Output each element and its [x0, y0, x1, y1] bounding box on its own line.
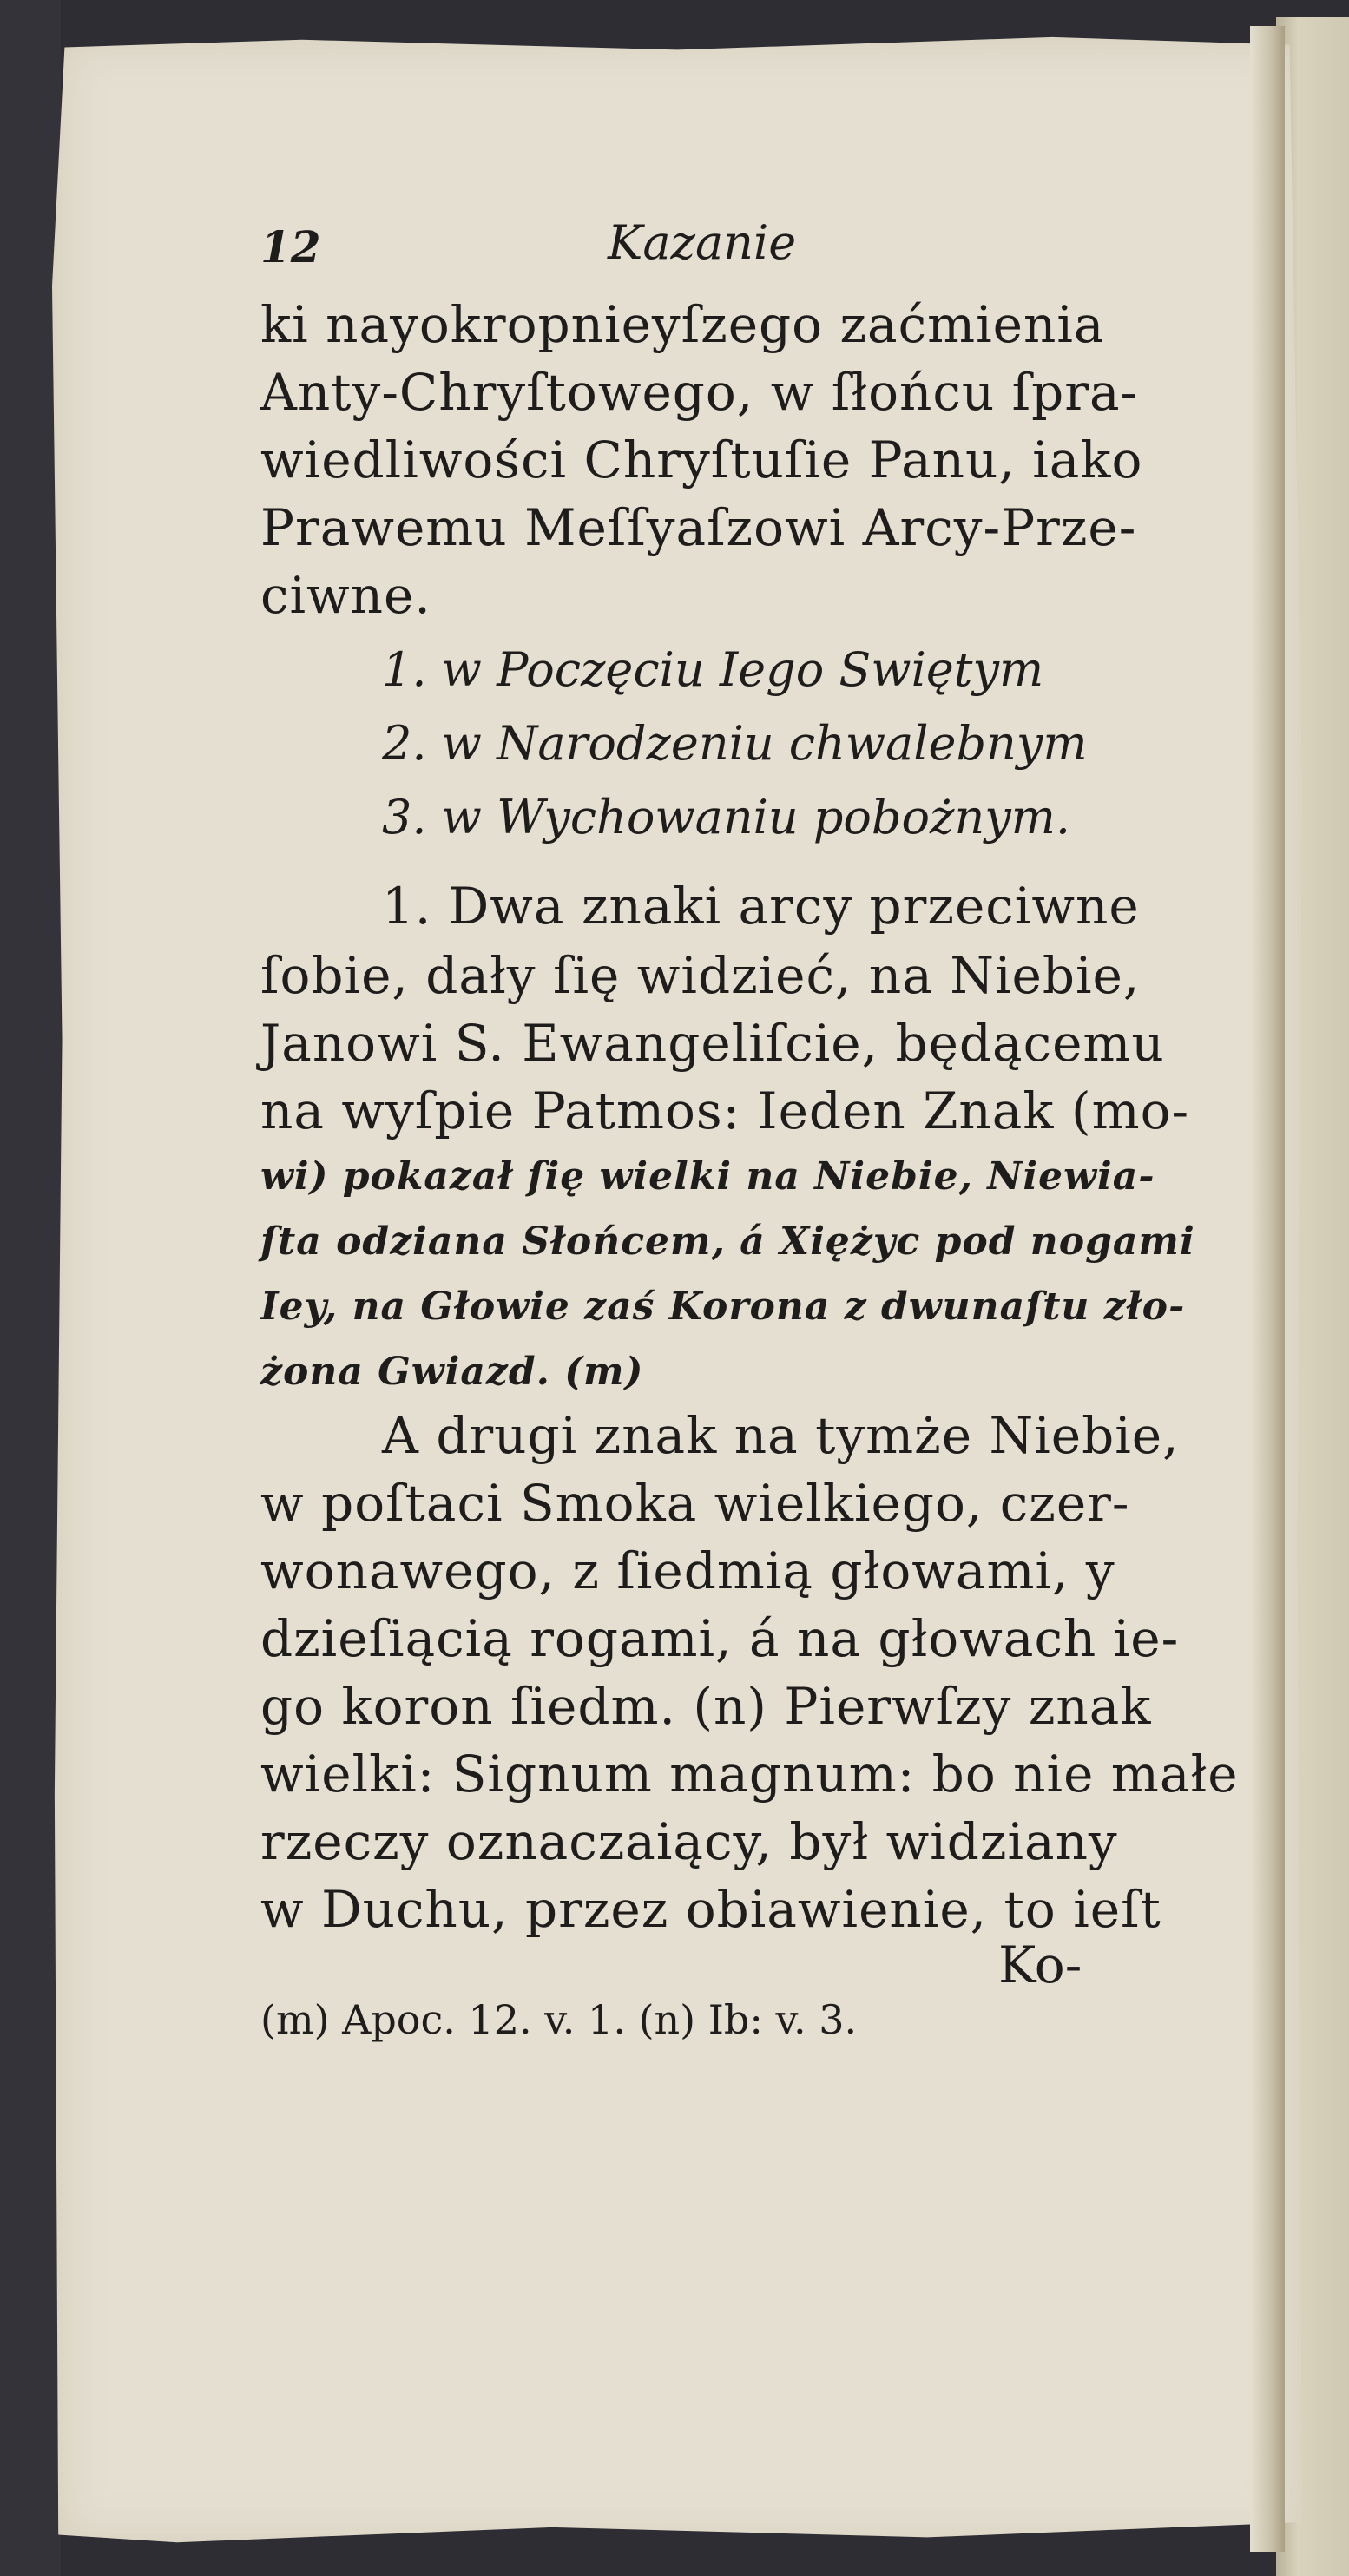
section2-line: rzeczy oznaczaiący, był widziany — [260, 1812, 1118, 1871]
section2-line: A drugi znak na tymże Niebie, — [382, 1406, 1180, 1465]
intro-line: Prawemu Meſſyaſzowi Arcy-Prze- — [260, 498, 1137, 557]
intro-line: ciwne. — [260, 566, 431, 625]
section1-line: Janowi S. Ewangeliſcie, będącemu — [260, 1014, 1165, 1073]
intro-line: Anty-Chryſtowego, w ſłońcu ſpra- — [260, 363, 1139, 422]
scan-background — [0, 0, 61, 2576]
section1-line: ſobie, dały ſię widzieć, na Niebie, — [260, 946, 1141, 1005]
intro-line: ki nayokropnieyſzego zaćmienia — [260, 295, 1105, 354]
section1-italic-line: żona Gwiazd. (m) — [260, 1350, 644, 1394]
section2-line: wonawego, z ſiedmią głowami, y — [260, 1541, 1115, 1600]
catchword: Ko- — [998, 1935, 1082, 1994]
division-item: 1. w Poczęciu Iego Swiętym — [382, 642, 1044, 697]
page-number: 12 — [260, 221, 321, 273]
section2-line: wielki: Signum magnum: bo nie małe — [260, 1745, 1239, 1804]
section1-line: na wyſpie Patmos: Ieden Znak (mo- — [260, 1081, 1190, 1140]
division-item: 3. w Wychowaniu pobożnym. — [382, 790, 1071, 844]
section2-line: w Duchu, przez obiawienie, to ieſt — [260, 1880, 1161, 1939]
division-item: 2. w Narodzeniu chwalebnym — [382, 716, 1088, 771]
section2-line: go koron ſiedm. (n) Pierwſzy znak — [260, 1677, 1152, 1736]
section1-line: 1. Dwa znaki arcy przeciwne — [382, 877, 1140, 936]
section2-line: dzieſiącią rogami, á na głowach ie- — [260, 1609, 1180, 1668]
intro-line: wiedliwości Chryſtuſie Panu, iako — [260, 430, 1143, 490]
page-binding-shadow — [1250, 26, 1285, 2552]
section1-italic-line: Iey, na Głowie zaś Korona z dwunaſtu zło- — [260, 1285, 1186, 1329]
section1-italic-line: wi) pokazał ſię wielki na Niebie, Niewia- — [260, 1154, 1155, 1199]
footnote-line: (m) Apoc. 12. v. 1. (n) Ib: v. 3. — [260, 1996, 858, 2043]
section1-italic-line: ſta odziana Słońcem, á Xiężyc pod nogami — [260, 1219, 1195, 1264]
section2-line: w poſtaci Smoka wielkiego, czer- — [260, 1474, 1130, 1533]
running-title: Kazanie — [608, 215, 797, 270]
